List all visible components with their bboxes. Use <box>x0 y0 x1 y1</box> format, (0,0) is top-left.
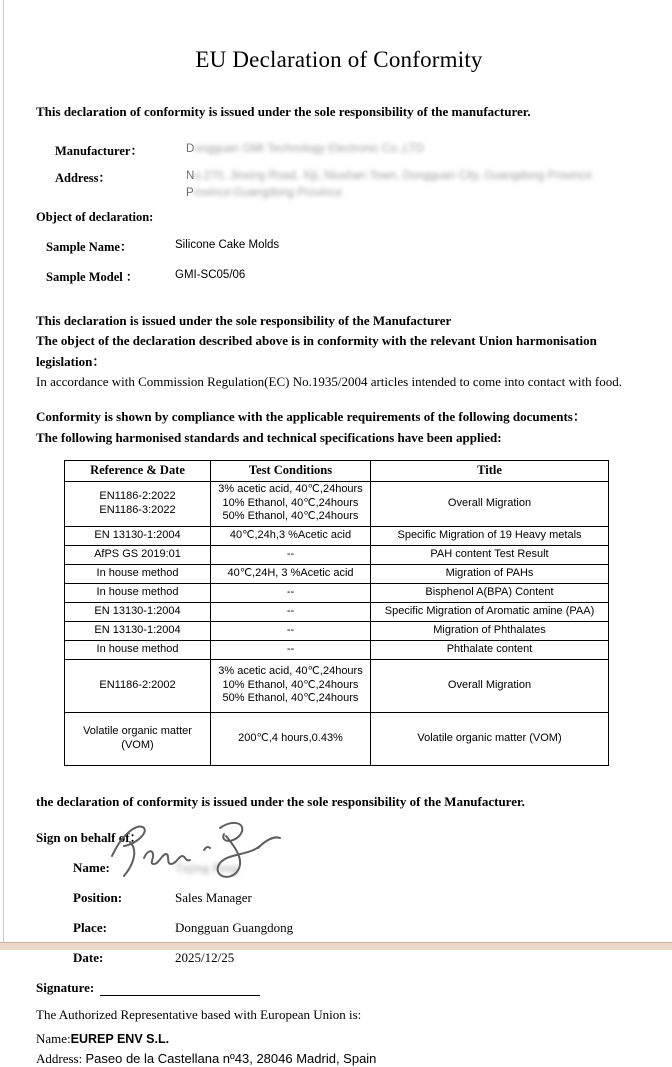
signer-name-row <box>36 860 642 876</box>
address-value <box>186 168 592 202</box>
table-cell-reference: EN 13130-1:2004 <box>65 526 211 545</box>
table-cell-reference: EN1186-2:2002 <box>65 659 211 712</box>
representative-address-value: Paseo de la Castellana nº43, 28046 Madrid, Spain <box>85 1050 377 1066</box>
table-cell-reference: AfPS GS 2019:01 <box>65 545 211 564</box>
table-cell-conditions: -- <box>211 621 371 640</box>
object-of-declaration-label: Object of declaration: <box>36 209 154 224</box>
table-row <box>65 481 609 526</box>
table-cell-conditions: -- <box>211 545 371 564</box>
representative-heading: The Authorized Representative based with European Union is: <box>36 1006 362 1022</box>
table-cell-reference: Volatile organic matter (VOM) <box>65 712 211 765</box>
statement-standards-applied: The following harmonised standards and technical specifications have been applied: <box>36 429 502 445</box>
signature-row <box>36 980 642 996</box>
representative-address-row <box>36 1051 642 1067</box>
table-row <box>65 545 609 564</box>
table-cell-conditions: 200℃,4 hours,0.43% <box>211 712 371 765</box>
table-cell-conditions: 3% acetic acid, 40℃,24hours 10% Ethanol, 40℃,24hours 50% Ethanol, 40℃,24hours <box>211 481 371 526</box>
table-row <box>65 640 609 659</box>
conformity-table <box>64 460 609 766</box>
intro-statement: This declaration of conformity is issued under the sole responsibility of the manufacturer. <box>36 103 531 119</box>
sample-model-value: GMI-SC05/06 <box>175 268 246 281</box>
table-row <box>65 602 609 621</box>
signer-position-row <box>36 890 642 906</box>
table-row <box>65 526 609 545</box>
table-header-cell: Reference & Date <box>65 460 211 481</box>
table-cell-conditions: 3% acetic acid, 40℃,24hours 10% Ethanol, 40℃,24hours 50% Ethanol, 40℃,24hours <box>211 659 371 712</box>
signer-name-redacted: Tujing Peng <box>175 859 239 875</box>
table-cell-title: Bisphenol A(BPA) Content <box>371 583 609 602</box>
page-bottom-strip <box>0 942 672 950</box>
address-line2 <box>186 187 342 199</box>
representative-name-value: EUREP ENV S.L. <box>70 1031 170 1046</box>
manufacturer-label: Manufacturer： <box>55 143 143 158</box>
sample-name-row <box>36 237 642 255</box>
table-header-cell: Test Conditions <box>211 460 371 481</box>
table-cell-title: Phthalate content <box>371 640 609 659</box>
address-line1-redacted-text: o.270, Jinxing Road, Xiji, Niushan Town, Dongguan City, Guangdong Province <box>194 169 593 182</box>
manufacturer-prefix: D <box>186 142 195 155</box>
address-line1-prefix: N <box>186 169 195 182</box>
table-cell-title: Migration of Phthalates <box>371 621 609 640</box>
table-cell-reference: In house method <box>65 640 211 659</box>
signer-position-value: Sales Manager <box>175 889 252 905</box>
table-cell-reference: In house method <box>65 583 211 602</box>
table-cell-title: PAH content Test Result <box>371 545 609 564</box>
table-cell-conditions: 40℃,24H, 3 %Acetic acid <box>211 564 371 583</box>
table-header <box>65 460 609 481</box>
table-cell-title: Overall Migration <box>371 481 609 526</box>
page-left-edge <box>3 0 4 942</box>
manufacturer-redacted-text: ongguan GMI Technology Electronic Co.,LTD <box>194 142 425 155</box>
table-cell-conditions: -- <box>211 583 371 602</box>
closing-statement: the declaration of conformity is issued under the sole responsibility of the Manufacturer. <box>36 793 525 809</box>
table-cell-conditions: 40℃,24h,3 %Acetic acid <box>211 526 371 545</box>
table-cell-conditions: -- <box>211 602 371 621</box>
table-row <box>65 583 609 602</box>
signer-place-value: Dongguan Guangdong <box>175 919 294 935</box>
representative-name-row <box>36 1031 642 1047</box>
signer-date-value: 2025/12/25 <box>175 949 235 965</box>
table-cell-title: Migration of PAHs <box>371 564 609 583</box>
sample-name-value: Silicone Cake Molds <box>175 238 280 251</box>
sample-model-label: Sample Model ： <box>46 269 139 284</box>
statement-compliance: Conformity is shown by compliance with the applicable requirements of the following documents： <box>36 408 586 424</box>
signer-place-row <box>36 920 642 936</box>
table-row <box>65 564 609 583</box>
table-cell-reference: EN 13130-1:2004 <box>65 602 211 621</box>
table-cell-title: Overall Migration <box>371 659 609 712</box>
table-cell-reference: EN 13130-1:2004 <box>65 621 211 640</box>
table-cell-reference: EN1186-2:2022 EN1186-3:2022 <box>65 481 211 526</box>
manufacturer-row <box>36 141 642 159</box>
signer-date-row <box>36 950 642 966</box>
page-title: EU Declaration of Conformity <box>195 47 483 72</box>
table-row <box>65 621 609 640</box>
address-line1 <box>186 170 592 182</box>
table-cell-reference: In house method <box>65 564 211 583</box>
manufacturer-value <box>186 141 424 158</box>
table-cell-title: Specific Migration of Aromatic amine (PAA) <box>371 602 609 621</box>
address-row <box>36 168 642 202</box>
declaration-statements <box>36 311 642 393</box>
address-label: Address： <box>55 170 112 185</box>
table-header-cell: Title <box>371 460 609 481</box>
address-line2-prefix: P <box>186 186 194 199</box>
signer-place-label: Place: <box>73 919 107 935</box>
table-cell-conditions: -- <box>211 640 371 659</box>
representative-name-label: Name: <box>36 1030 71 1046</box>
statement-regulation: In accordance with Commission Regulation(EC) No.1935/2004 articles intended to come into contact with food. <box>36 374 622 390</box>
sample-model-row <box>36 267 642 285</box>
sample-name-label: Sample Name： <box>46 239 133 254</box>
statement-legislation: The object of the declaration described above is in conformity with the relevant Union harmonisation legislation： <box>36 333 597 369</box>
conformity-statements <box>36 406 642 448</box>
signer-position-label: Position: <box>73 889 123 905</box>
table-row <box>65 712 609 765</box>
address-line2-redacted-text: rovince:Guangdong Province <box>193 186 342 199</box>
table-cell-title: Specific Migration of 19 Heavy metals <box>371 526 609 545</box>
signer-date-label: Date: <box>73 949 104 965</box>
sign-on-behalf-label: Sign on behalf of： <box>36 829 143 845</box>
table-cell-title: Volatile organic matter (VOM) <box>371 712 609 765</box>
signature-label: Signature: <box>36 979 95 995</box>
signature-line <box>100 981 260 996</box>
table-row <box>65 659 609 712</box>
representative-address-label: Address: <box>36 1050 83 1066</box>
signer-name-label: Name: <box>73 859 110 875</box>
statement-responsibility: This declaration is issued under the sole responsibility of the Manufacturer <box>36 312 452 328</box>
